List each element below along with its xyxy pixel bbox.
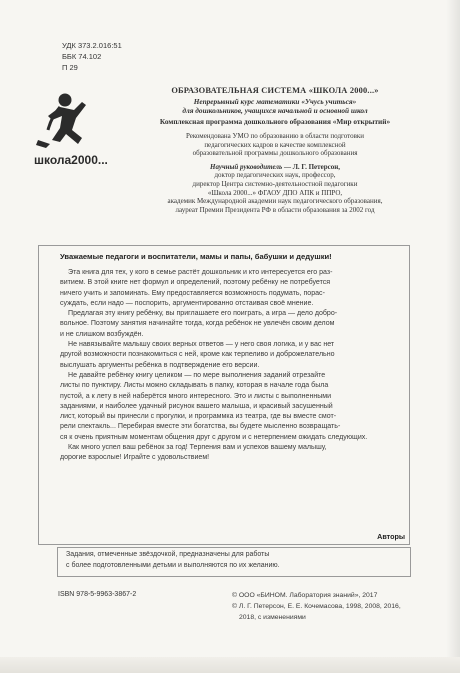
copyright-line-3: 2018, с изменениями [239, 613, 306, 621]
letter-line: витием. В этой книге нет формул и определений, поэтому ребёнку не потребуется [60, 279, 331, 287]
letter-line: Эта книга для тех, у кого в семье растёт дошкольник и кто интересуется его раз- [68, 269, 333, 276]
course-title [110, 97, 440, 115]
supervisor-line-5: академик Международной академии наук педагогического образования, [167, 197, 383, 206]
letter-line: Не навязывайте малышу своих верных ответов — у него своя логика, и у вас нет [68, 341, 335, 349]
recommend-line-3: образовательной программы дошкольного образования [192, 149, 358, 158]
supervisor-line-6: лауреат Премии Президента РФ в области образования за 2002 год [175, 205, 375, 214]
letter-line: пустой, а к лету в ней наберётся много интересного. Это и листы с выполненными [60, 392, 332, 400]
letter-line: Не давайте ребёнку книгу целиком — по мере выполнения заданий отрезайте [68, 371, 326, 379]
udk-code: УДК 373.2.016:51 [62, 41, 122, 50]
note-line-2: с более подготовленными детьми и выполняются по их желанию. [66, 561, 280, 569]
letter-line: выслушать аргументы ребёнка в подтверждение его версии. [60, 361, 260, 369]
letter-line: Предлагая эту книгу ребёнку, вы приглашаете его поиграть, а игра — дело добро- [68, 310, 338, 318]
page-bottom-edge [0, 657, 460, 673]
title-header [110, 86, 440, 214]
program-title: Комплексная программа дошкольного образования «Мир открытий» [159, 117, 391, 126]
letter-line: Как много успел ваш ребёнок за год! Терпения вам и успехов вашему малышу, [68, 444, 327, 452]
letter-line: рели спектакль... Перебирая вместе эти богатства, вы будете мысленно возвращать- [60, 423, 341, 431]
asterisk-note [66, 550, 406, 571]
school-2000-logo [30, 92, 114, 172]
classification-codes [62, 40, 122, 73]
logo-text: школа2000... [34, 153, 108, 167]
supervisor-label: Научный руководитель [210, 162, 283, 171]
author-mark: П 29 [62, 63, 78, 72]
letter-line: заданиями, и наиболее удачный рисунок вашего малыша, и красивый засушенный [60, 402, 333, 410]
letter-line: и не слишком возбуждён. [60, 330, 144, 338]
supervisor-line-1 [110, 163, 440, 172]
letter-line: суждать, если надо — поспорить, аргументированно отстаивая своё мнение. [60, 299, 314, 307]
supervisor-line-3: директор Центра системно-деятельностной педагогики [192, 179, 358, 188]
course-line-2: для дошкольников, учащихся начальной и основной школ [182, 106, 368, 115]
page-edge-shadow [446, 0, 460, 673]
recommend-line-2: педагогических кадров в качестве комплексной [204, 140, 346, 149]
letter-body [60, 268, 405, 464]
note-line-1: Задания, отмеченные звёздочкой, предназначены для работы [66, 551, 270, 558]
letter-line: лист, который вы принесли с прогулки, и программка из театра, где вы вместе смот- [60, 413, 337, 421]
isbn: ISBN 978-5-9963-3867-2 [58, 591, 137, 598]
letter-line: ничего учить и запоминать. Ему предоставляется возможность подумать, порас- [60, 289, 325, 297]
letter-greeting: Уважаемые педагоги и воспитатели, мамы и папы, бабушки и дедушки! [60, 252, 332, 261]
recommendation [110, 132, 440, 158]
letter-line: ся к очень приятным моментам общения друг с другом и с нетерпением ожидать следующих. [60, 433, 368, 441]
course-line-1: Непрерывный курс математики «Учусь учиться» [193, 97, 357, 106]
copyright-line-1: © ООО «БИНОМ. Лаборатория знаний», 2017 [232, 592, 378, 599]
copyright-line-2: © Л. Г. Петерсон, Е. Е. Кочемасова, 1998, 2008, 2016, [232, 602, 401, 610]
letter-line: другой возможности познакомиться с ней, кроме как терпеливо и доброжелательно [60, 351, 335, 359]
system-title: ОБРАЗОВАТЕЛЬНАЯ СИСТЕМА «ШКОЛА 2000...» [171, 86, 379, 95]
letter-line: листы по пунктиру. Листы можно складывать в папку, которая в начале года была [60, 382, 329, 390]
supervisor-line-4: «Школа 2000...» ФГАОУ ДПО АПК и ППРО, [207, 188, 343, 197]
bbk-code: ББК 74.102 [62, 52, 102, 61]
letter-signature: Авторы [377, 532, 405, 541]
recommend-line-1: Рекомендована УМО по образованию в области подготовки [185, 132, 365, 140]
running-figure-icon [36, 94, 86, 149]
supervisor-name: — Л. Г. Петерсон, [282, 162, 340, 171]
letter-line: вольное. Поэтому занятия начинайте тогда, когда ребёнок не увлечён своим делом [60, 320, 335, 328]
copyright [232, 591, 447, 623]
supervisor-line-2: доктор педагогических наук, профессор, [214, 171, 336, 180]
scientific-supervisor [110, 163, 440, 215]
letter-line: дорогие взрослые! Играйте с удовольствием! [60, 454, 210, 462]
